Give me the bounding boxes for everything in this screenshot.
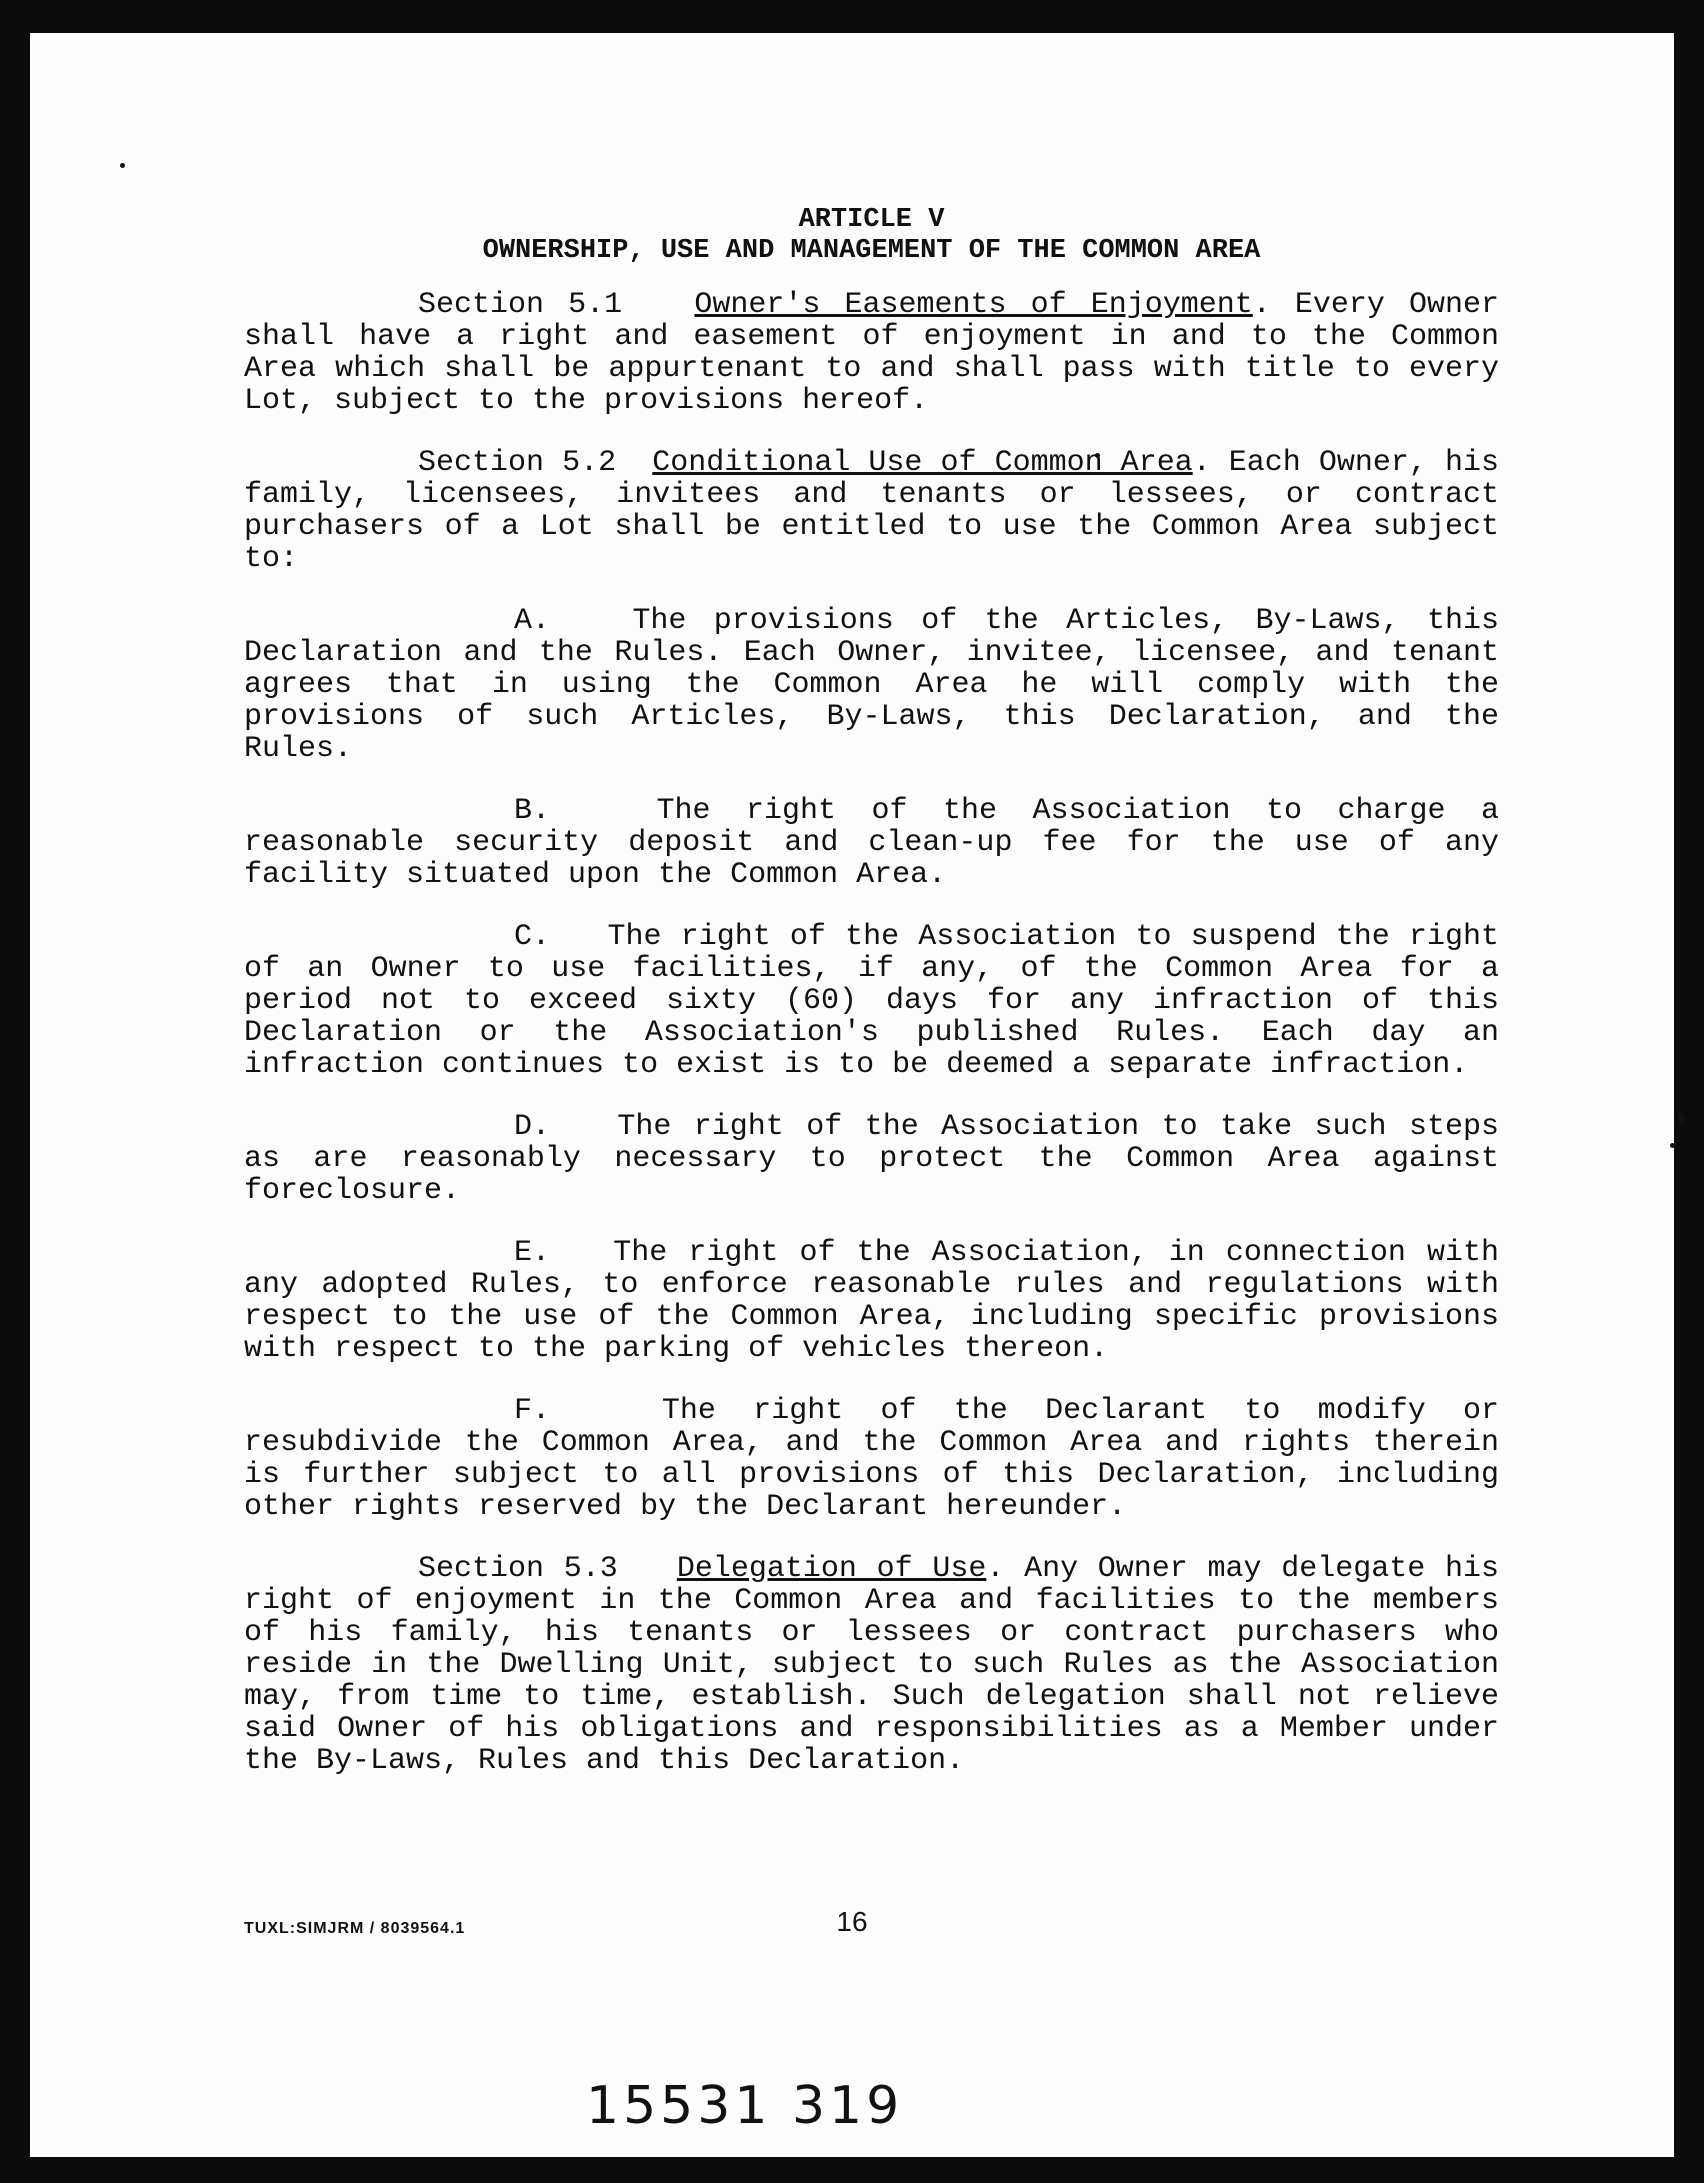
list-item-d bbox=[244, 1111, 1499, 1207]
list-item-c bbox=[244, 921, 1499, 1081]
item-letter: A. bbox=[514, 604, 551, 638]
section-number: Section 5.3 bbox=[418, 1552, 618, 1586]
section-number: Section 5.1 bbox=[418, 288, 623, 322]
section-text: . Every Owner shall have a right and easement of enjoyment in and to the Common Area which shall be appurtenant to and shall pass with title to every Lot, subject to the provisions hereof. bbox=[244, 288, 1499, 418]
item-text: The right of the Association to suspend the right of an Owner to use facilities, if any, of the Common Area for a period not to exceed sixty (60) days for any infraction of this Declaration or the Association's published Rules. Each day an infraction continues to exist is to be deemed a separate infraction. bbox=[244, 920, 1499, 1082]
list-item-b bbox=[244, 795, 1499, 891]
section-text: . Each Owner, his family, licensees, invitees and tenants or lessees, or contract purchasers of a Lot shall be entitled to use the Common Area subject to: bbox=[244, 446, 1499, 576]
item-letter: E. bbox=[514, 1236, 551, 1270]
document-body bbox=[244, 205, 1499, 1807]
item-text: The right of the Association, in connection with any adopted Rules, to enforce reasonable rules and regulations with respect to the use of the Common Area, including specific provisions with respect to the parking of vehicles thereon. bbox=[244, 1236, 1500, 1366]
item-text: The provisions of the Articles, By-Laws, this Declaration and the Rules. Each Owner, invitee, licensee, and tenant agrees that in using the Common Area he will comply with the provisions of such Articles, By-Laws, this Declaration, and the Rules. bbox=[244, 604, 1499, 766]
section-text: . Any Owner may delegate his right of enjoyment in the Common Area and facilities to the members of his family, his tenants or lessees or contract purchasers who reside in the Dwelling Unit, subject to such Rules as the Association may, from time to time, establish. Such delegation shall not relieve said Owner of his obligations and responsibilities as a Member under the By-Laws, Rules and this Declaration. bbox=[244, 1552, 1499, 1778]
section-title: Owner's Easements of Enjoyment bbox=[694, 288, 1253, 322]
document-id: TUXL:SIMJRM / 8039564.1 bbox=[244, 1920, 466, 1937]
section-title: Delegation of Use bbox=[676, 1552, 987, 1586]
page-number: 16 bbox=[836, 1906, 868, 1937]
section-number: Section 5.2 bbox=[418, 446, 617, 480]
list-item-e bbox=[244, 1237, 1499, 1365]
book-page-stamp: 15531 319 bbox=[586, 2076, 904, 2136]
item-text: The right of the Association to charge a reasonable security deposit and clean-up fee for the use of any facility situated upon the Common Area. bbox=[244, 794, 1499, 892]
section-5-3 bbox=[244, 1553, 1499, 1777]
article-heading bbox=[244, 205, 1499, 267]
item-letter: B. bbox=[514, 794, 551, 828]
item-letter: C. bbox=[514, 920, 551, 954]
list-item-a bbox=[244, 605, 1499, 765]
section-5-2 bbox=[244, 447, 1499, 575]
item-text: The right of the Declarant to modify or resubdivide the Common Area, and the Common Area and rights therein is further subject to all provisions of this Declaration, including other rights reserved by the Declarant hereunder. bbox=[244, 1394, 1499, 1524]
item-letter: D. bbox=[514, 1110, 551, 1144]
item-text: The right of the Association to take such steps as are reasonably necessary to protect the Common Area against foreclosure. bbox=[244, 1110, 1499, 1208]
list-item-f bbox=[244, 1395, 1499, 1523]
item-letter: F. bbox=[514, 1394, 551, 1428]
article-number: ARTICLE V bbox=[798, 205, 945, 235]
section-title: Conditional Use of Common Area bbox=[652, 446, 1193, 480]
article-title: OWNERSHIP, USE AND MANAGEMENT OF THE COMMON AREA bbox=[482, 236, 1261, 266]
section-5-1 bbox=[244, 289, 1499, 417]
